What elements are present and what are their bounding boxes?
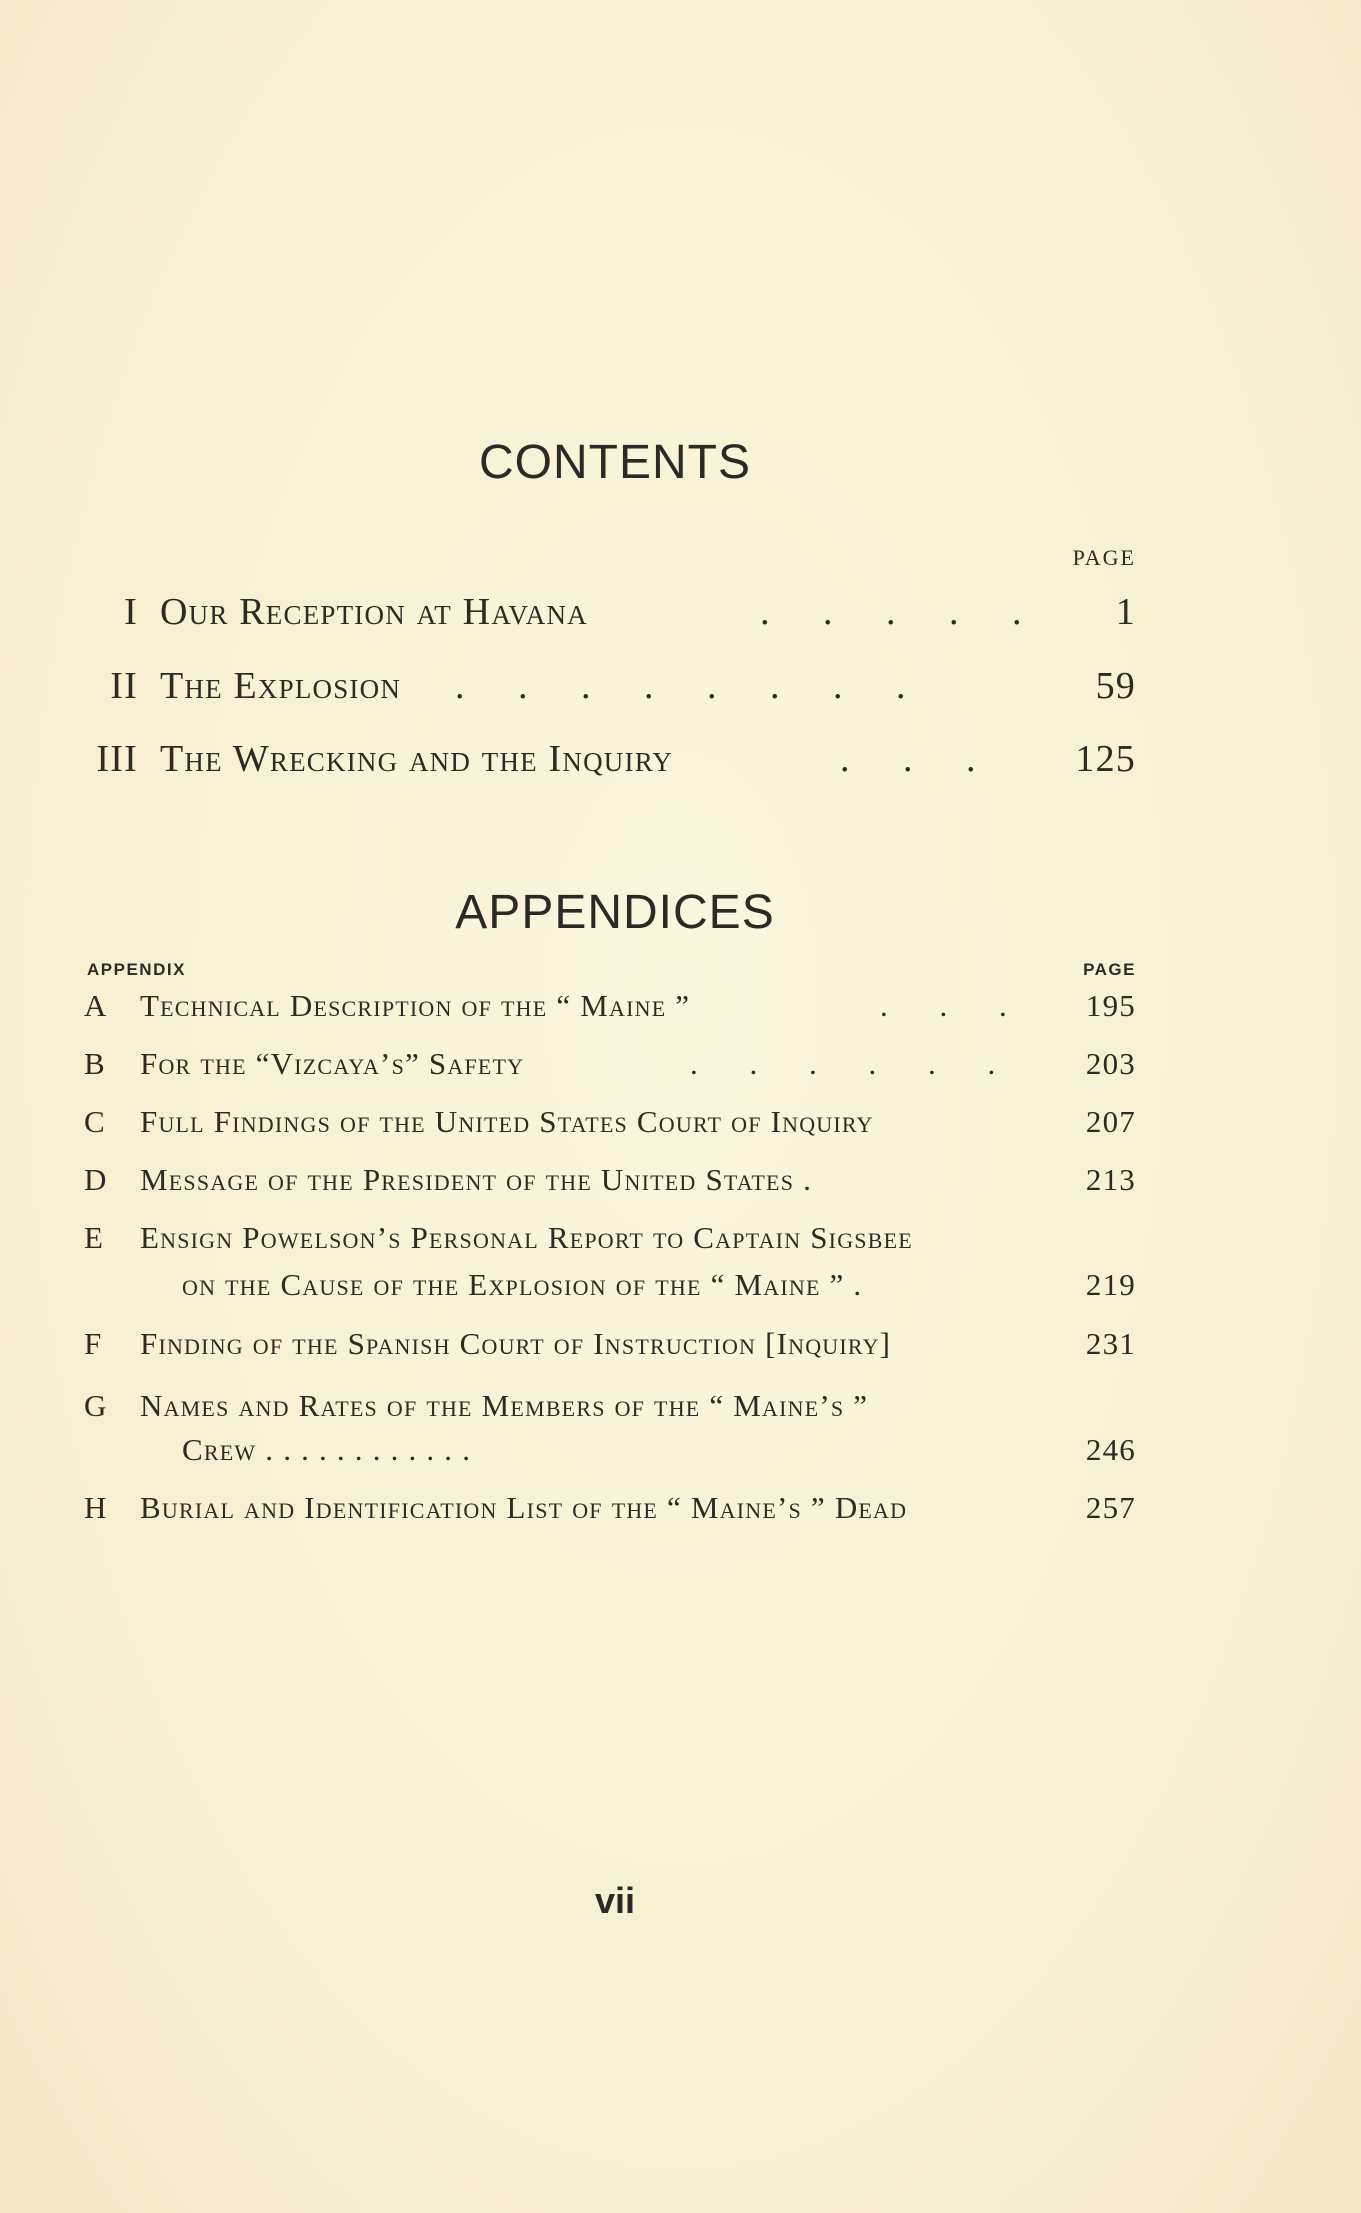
leader-dots: . . . . . <box>760 591 1044 633</box>
appendix-letter: D <box>84 1162 108 1197</box>
appendix-title: Burial and Identification List of the “ Maine’s ” Dead <box>140 1490 908 1525</box>
chapter-page: 125 <box>1075 738 1136 780</box>
appendix-letter: A <box>84 988 108 1023</box>
page-folio: vii <box>594 1880 636 1921</box>
appendix-page: 257 <box>1085 1490 1136 1525</box>
appendix-page: 207 <box>1085 1104 1136 1139</box>
appendix-title: Message of the President of the United States . <box>140 1162 813 1197</box>
leader-dots: . . . . . . <box>690 1046 1018 1081</box>
appendix-title-continued: on the Cause of the Explosion of the “ Maine ” . <box>182 1267 863 1302</box>
appendix-page: 213 <box>1085 1162 1136 1197</box>
appendix-letter: F <box>84 1326 103 1361</box>
appendix-letter: C <box>84 1104 106 1139</box>
leader-dots: . . . <box>880 988 1029 1023</box>
appendix-title: Finding of the Spanish Court of Instruction [Inquiry] <box>140 1326 892 1361</box>
appendix-title: Full Findings of the United States Court of Inquiry <box>140 1104 874 1139</box>
leader-dots: . . . <box>840 738 998 780</box>
chapter-title: The Explosion <box>160 665 402 707</box>
chapter-page: 59 <box>1095 665 1136 707</box>
appendix-title: Technical Description of the “ Maine ” <box>140 988 691 1023</box>
leader-dots: . . . . . . . . <box>455 665 928 707</box>
appendix-title: For the “Vizcaya’s” Safety <box>140 1046 525 1081</box>
appendix-title-continued: Crew . . . . . . . . . . . . <box>182 1432 472 1467</box>
appendix-page: 219 <box>1085 1267 1136 1302</box>
page-column-header: PAGE <box>1083 960 1136 979</box>
appendix-column-header: APPENDIX <box>87 960 186 979</box>
appendix-page: 246 <box>1085 1432 1136 1467</box>
appendix-letter: E <box>84 1220 105 1255</box>
appendices-heading: APPENDICES <box>455 886 775 939</box>
contents-heading: CONTENTS <box>479 436 751 489</box>
appendix-page: 231 <box>1085 1326 1136 1361</box>
appendix-title: Ensign Powelson’s Personal Report to Captain Sigsbee <box>140 1220 913 1255</box>
chapter-number: I <box>124 591 138 633</box>
appendix-page: 203 <box>1085 1046 1136 1081</box>
page-column-header: PAGE <box>1072 545 1136 570</box>
chapter-number: II <box>110 665 138 707</box>
appendix-page: 195 <box>1085 988 1136 1023</box>
appendix-letter: H <box>84 1490 108 1525</box>
chapter-page: 1 <box>1115 591 1136 633</box>
appendix-letter: B <box>84 1046 106 1081</box>
chapter-title: The Wrecking and the Inquiry <box>160 738 674 780</box>
appendix-title: Names and Rates of the Members of the “ Maine’s ” <box>140 1388 869 1423</box>
appendix-letter: G <box>84 1388 108 1423</box>
chapter-number: III <box>96 738 138 780</box>
chapter-title: Our Reception at Havana <box>160 591 588 633</box>
